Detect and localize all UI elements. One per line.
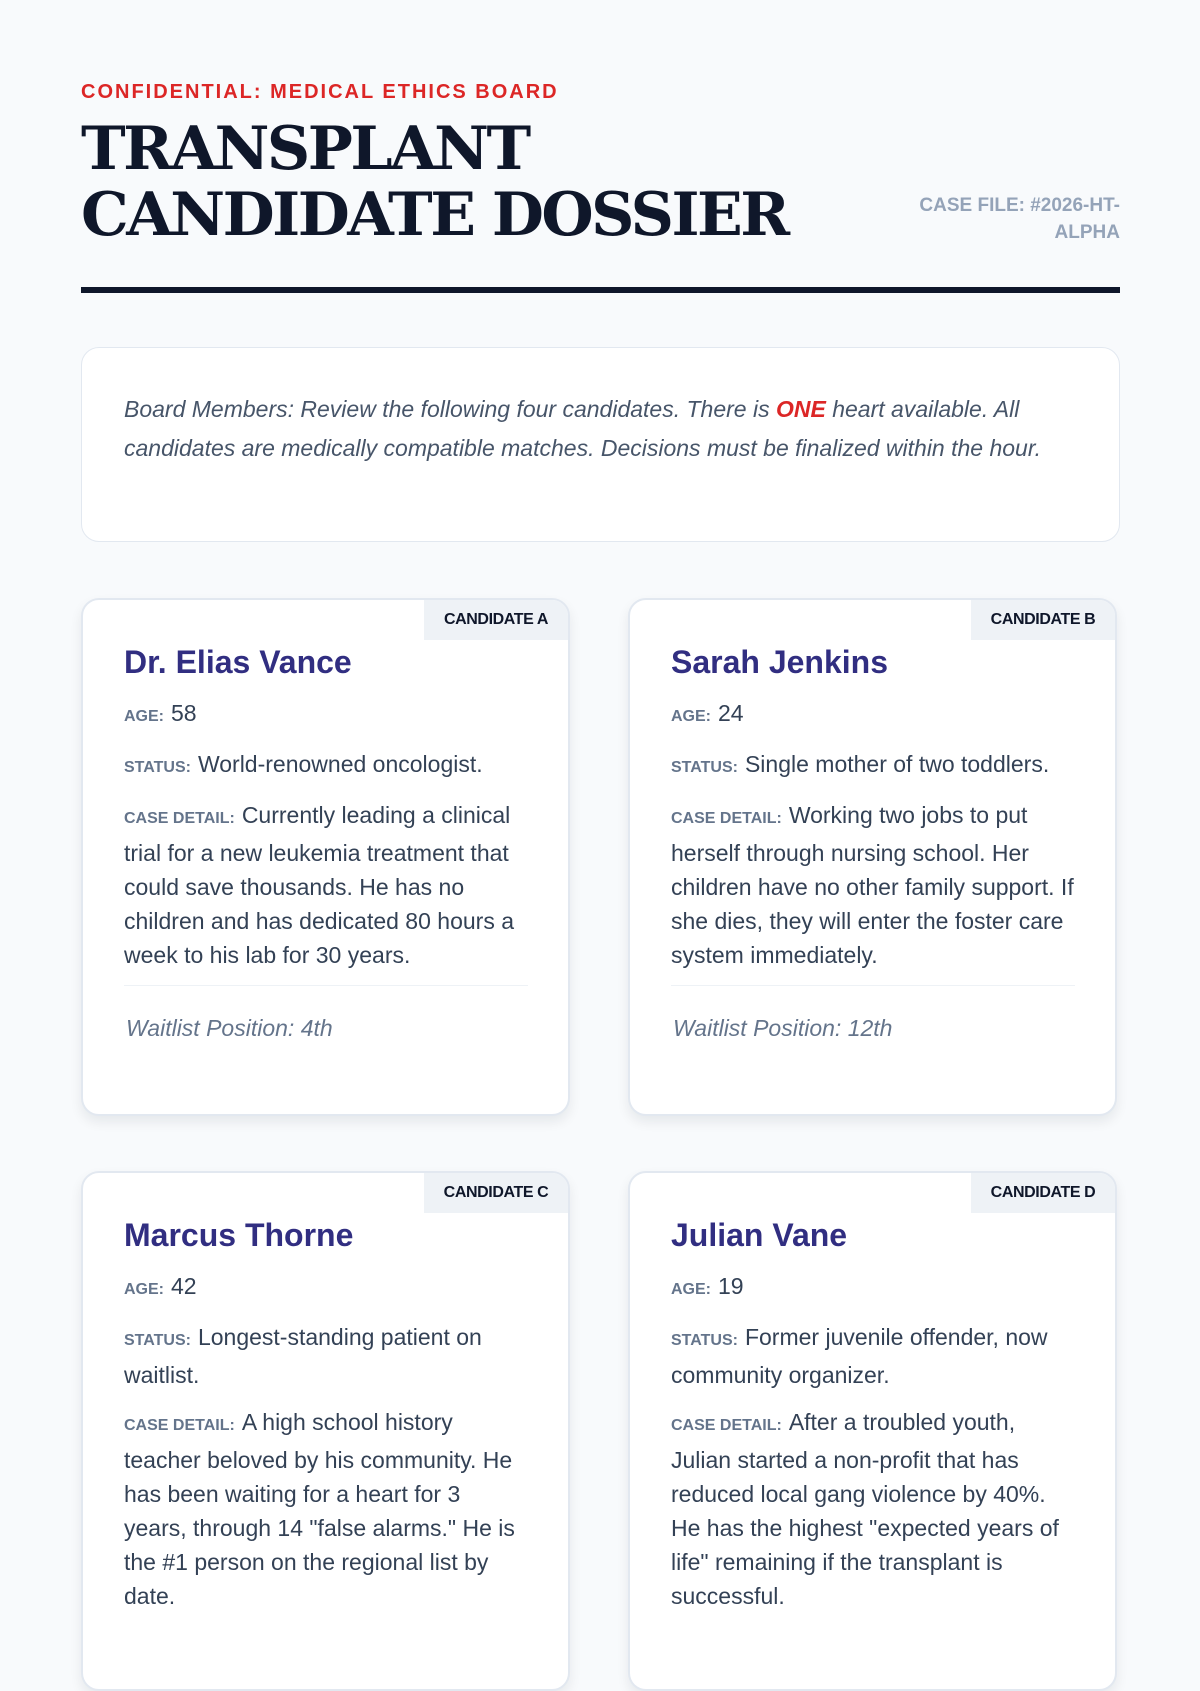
confidential-label: CONFIDENTIAL: MEDICAL ETHICS BOARD [81,81,559,103]
case-detail-value: A high school history teacher beloved by his community. He has been waiting for a heart for 3 years, through 14 "false alarms." He is the #1 person on the regional list by date. [124,1409,515,1609]
candidate-tag: CANDIDATE C [424,1173,568,1213]
case-detail-label: CASE DETAIL: [671,1417,782,1434]
candidate-age [124,1269,528,1307]
age-label: AGE: [671,708,711,725]
case-detail-label: CASE DETAIL: [124,810,235,827]
case-detail-label: CASE DETAIL: [124,1417,235,1434]
candidate-name: Marcus Thorne [124,1217,354,1253]
intro-emphasis: ONE [775,396,826,422]
candidate-status [124,747,528,785]
card-divider [671,985,1075,986]
case-detail-value: Working two jobs to put herself through nursing school. Her children have no other family support. If she dies, they will enter the foster care system immediately. [671,802,1074,968]
candidate-card-d [628,1171,1117,1691]
waitlist-position: Waitlist Position: 4th [126,1015,333,1041]
status-label: STATUS: [671,1332,738,1349]
candidate-status [671,747,1075,785]
intro-text-before: Board Members: Review the following four candidates. There is [124,396,776,422]
age-label: AGE: [124,708,164,725]
age-value: 42 [171,1273,197,1299]
age-label: AGE: [124,1281,164,1298]
case-detail-value: Currently leading a clinical trial for a new leukemia treatment that could save thousands. He has no children and has dedicated 80 hours a week to his lab for 30 years. [124,802,515,968]
candidate-name: Julian Vane [671,1217,848,1253]
candidate-tag: CANDIDATE B [971,600,1115,640]
candidate-case-detail [671,1405,1075,1613]
status-label: STATUS: [671,759,738,776]
intro-text-after: heart available. All candidates are medically compatible matches. Decisions must be finalized within the hour. [124,396,1042,461]
case-file-id: CASE FILE: #2026-HT-ALPHA [919,195,1120,243]
status-value: Former juvenile offender, now community organizer. [671,1324,1048,1388]
candidate-card-c [81,1171,570,1691]
candidate-status [124,1320,528,1392]
page-title: TRANSPLANT CANDIDATE DOSSIER [81,114,788,250]
candidate-name: Dr. Elias Vance [124,644,352,680]
candidate-status [671,1320,1075,1392]
candidate-age [671,696,1075,734]
status-value: World-renowned oncologist. [197,751,483,777]
status-label: STATUS: [124,1332,191,1349]
candidate-card-b [628,598,1117,1116]
card-divider [124,985,528,986]
age-value: 24 [718,700,744,726]
age-value: 58 [171,700,197,726]
candidate-tag: CANDIDATE D [971,1173,1115,1213]
candidate-case-detail [124,1405,528,1613]
candidate-case-detail [124,798,528,972]
header-divider [81,287,1120,293]
waitlist-position: Waitlist Position: 12th [673,1015,893,1041]
candidate-age [124,696,528,734]
case-detail-value: After a troubled youth, Julian started a non-profit that has reduced local gang violence by 40%. He has the highest "expected years of life" remaining if the transplant is successful. [671,1409,1059,1609]
intro-note [81,347,1120,542]
candidate-card-a [81,598,570,1116]
age-value: 19 [718,1273,744,1299]
candidate-name: Sarah Jenkins [671,644,888,680]
candidate-age [671,1269,1075,1307]
candidate-tag: CANDIDATE A [424,600,568,640]
case-detail-label: CASE DETAIL: [671,810,782,827]
status-label: STATUS: [124,759,191,776]
status-value: Single mother of two toddlers. [744,751,1050,777]
status-value: Longest-standing patient on waitlist. [124,1324,482,1388]
age-label: AGE: [671,1281,711,1298]
candidate-case-detail [671,798,1075,972]
